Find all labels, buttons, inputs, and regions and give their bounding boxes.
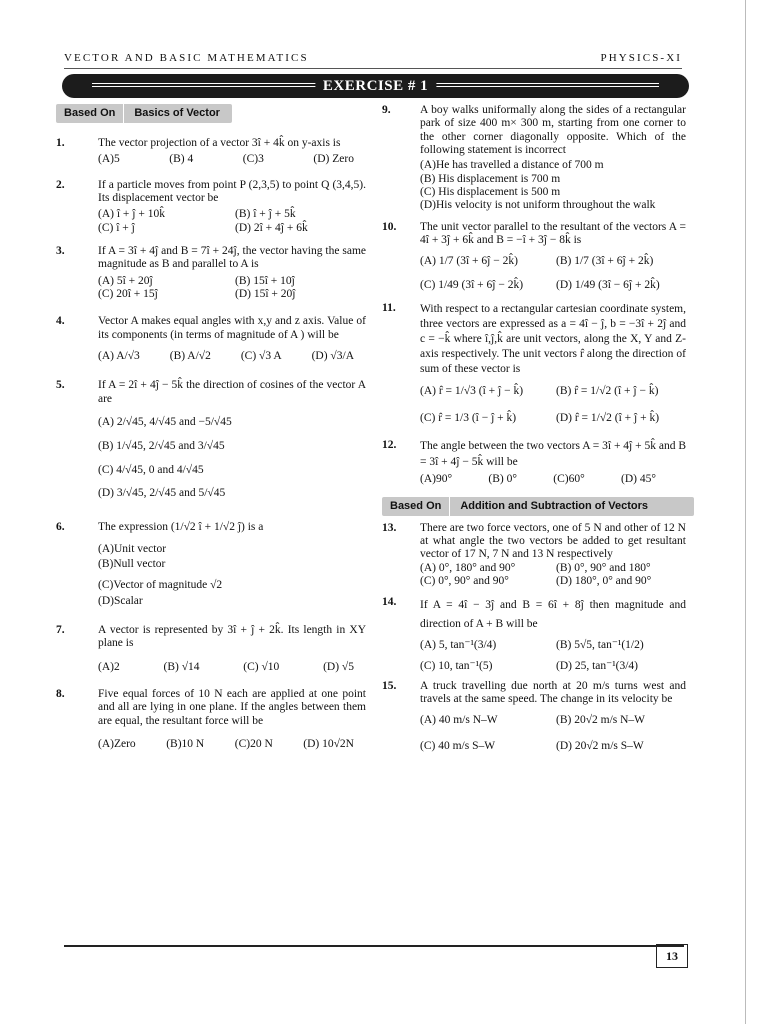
option-d: (D) Zero: [313, 153, 354, 166]
section-band-basics: [56, 104, 232, 123]
option-b: (B) 15î + 10ĵ: [235, 274, 295, 287]
question-15: [382, 680, 686, 753]
options: [420, 255, 686, 292]
question-12: [382, 439, 686, 486]
question-6: [56, 521, 366, 608]
option-c: (C) 10, tan⁻¹(5): [420, 660, 493, 673]
option-d: (D) 1/49 (3î − 6ĵ + 2k̂): [556, 278, 660, 291]
question-text: A vector is represented by 3î + ĵ + 2k̂. Its length in XY plane is: [98, 623, 366, 650]
option-b: (B) 1/7 (3î + 6ĵ + 2k̂): [556, 255, 654, 268]
exercise-banner: [62, 74, 689, 98]
question-text: There are two force vectors, one of 5 N and other of 12 N at what angle the two vectors be added to get resultant vector of 17 N, 7 N and 13 N respectively: [420, 521, 686, 561]
options: [98, 412, 366, 505]
options: [420, 159, 686, 212]
question-text: The unit vector parallel to the resultant of the vectors A = 4î + 3ĵ + 6k̂ and B = −î + 3ĵ − 8k̂ is: [420, 220, 686, 246]
question-text: A truck travelling due north at 20 m/s turns west and travels at the same speed. The change in its velocity be: [420, 679, 686, 706]
option-a: (A) î + ĵ + 10k̂: [98, 208, 165, 221]
option-d: (D) 3/√45, 2/√45 and 5/√45: [98, 487, 226, 500]
question-number: 9.: [382, 104, 391, 116]
question-number: 1.: [56, 137, 65, 149]
question-9: [382, 104, 686, 213]
question-number: 15.: [382, 679, 397, 692]
options: [420, 639, 686, 674]
option-a: (A) 5, tan⁻¹(3/4): [420, 639, 497, 652]
question-13: [382, 522, 686, 589]
question-number: 4.: [56, 315, 65, 328]
question-8: [56, 688, 366, 751]
option-b: (B) A/√2: [169, 349, 211, 362]
running-header: [64, 52, 682, 65]
option-b: (B) His displacement is 700 m: [420, 172, 561, 185]
option-a: (A) 0°, 180° and 90°: [420, 561, 516, 574]
option-c: (C) His displacement is 500 m: [420, 185, 561, 198]
question-number: 11.: [382, 301, 396, 314]
option-c: (C)3: [242, 153, 264, 166]
header-right: PHYSICS-XI: [600, 52, 682, 64]
options: [98, 661, 366, 674]
option-b: (B) 4: [169, 153, 194, 166]
options: [98, 208, 366, 235]
question-text: Vector A makes equal angles with x,y and z axis. Value of its components (in terms of magnitude of A ) will be: [98, 315, 366, 341]
option-a: (A)Unit vector: [98, 542, 167, 555]
option-a: (A) 40 m/s N–W: [420, 714, 498, 727]
option-c: (C) 0°, 90° and 90°: [420, 574, 509, 587]
option-c: (C) 4/√45, 0 and 4/√45: [98, 463, 204, 476]
question-text: The angle between the two vectors A = 3î + 4ĵ + 5k̂ and B = 3î + 4ĵ − 5k̂ will be: [420, 440, 687, 468]
left-column: [56, 104, 366, 757]
question-text: With respect to a rectangular cartesian coordinate system, three vectors are expressed as a = 4î − ĵ, b = −3î + 2ĵ and c = −k̂ where î,ĵ,k̂ are unit vectors, along the X, Y and Z-axis respectively. The unit vectors r̂ along the direction of sum of these vector is: [420, 302, 686, 375]
option-d: (D)His velocity is not uniform throughout the walk: [420, 199, 656, 212]
question-text: If A = 4î − 3ĵ and B = 6î + 8ĵ then magnitude and direction of A + B will be: [420, 599, 686, 630]
options: [98, 350, 366, 363]
option-c: (C) √3 A: [240, 349, 282, 362]
option-c: (C)20 N: [234, 737, 273, 750]
option-a: (A)He has travelled a distance of 700 m: [420, 159, 604, 172]
right-column: [382, 104, 686, 759]
question-4: [56, 315, 366, 363]
question-number: 14.: [382, 596, 397, 609]
option-b: (B) î + ĵ + 5k̂: [235, 208, 296, 221]
options: [98, 275, 366, 302]
exercise-title: EXERCISE # 1: [315, 75, 436, 97]
options: [420, 562, 686, 589]
question-2: [56, 179, 366, 235]
options: [420, 473, 686, 486]
scan-edge: [745, 0, 746, 1024]
options: [420, 385, 686, 426]
option-d: (D) 25, tan⁻¹(3/4): [556, 660, 639, 673]
section-title: Basics of Vector: [134, 107, 220, 119]
question-number: 10.: [382, 220, 397, 233]
option-b: (B) 5√5, tan⁻¹(1/2): [556, 639, 644, 652]
option-d: (D) √5: [323, 660, 354, 673]
option-c: (C) 40 m/s S–W: [420, 739, 496, 752]
options: [98, 543, 366, 608]
question-text: The expression (1/√2 î + 1/√2 ĵ) is a: [98, 521, 264, 534]
option-b: (B)Null vector: [98, 557, 166, 570]
option-a: (A) A/√3: [98, 349, 140, 362]
option-d: (D)Scalar: [98, 594, 143, 607]
question-text: If a particle moves from point P (2,3,5) to point Q (3,4,5). Its displacement vector be: [98, 178, 366, 204]
question-number: 7.: [56, 623, 65, 636]
section-band-addition: [382, 497, 694, 516]
option-b: (B) 1/√45, 2/√45 and 3/√45: [98, 439, 225, 452]
option-c: (C) 1/49 (3î + 6ĵ − 2k̂): [420, 278, 524, 291]
question-5: [56, 379, 366, 505]
question-7: [56, 624, 366, 674]
option-a: (A) r̂ = 1/√3 (î + ĵ − k̂): [420, 384, 524, 397]
question-number: 13.: [382, 521, 397, 534]
option-a: (A) 2/√45, 4/√45 and −5/√45: [98, 415, 232, 428]
option-b: (B)10 N: [166, 737, 205, 750]
question-number: 3.: [56, 244, 65, 257]
option-a: (A) 1/7 (3î + 6ĵ − 2k̂): [420, 255, 518, 268]
question-number: 6.: [56, 521, 65, 534]
option-d: (D) r̂ = 1/√2 (î + ĵ + k̂): [556, 411, 660, 424]
question-number: 2.: [56, 178, 65, 191]
footer-rule: [64, 945, 684, 947]
question-number: 12.: [382, 439, 397, 452]
option-d: (D) 2î + 4ĵ + 6k̂: [235, 221, 308, 234]
options: [98, 738, 366, 751]
option-a: (A)90°: [420, 473, 453, 486]
option-c: (C) r̂ = 1/3 (î − ĵ + k̂): [420, 411, 517, 424]
option-b: (B) r̂ = 1/√2 (î + ĵ − k̂): [556, 384, 659, 397]
question-number: 8.: [56, 687, 65, 700]
option-d: (D) 180°, 0° and 90°: [556, 574, 652, 587]
section-title: Addition and Subtraction of Vectors: [460, 499, 648, 512]
section-label: Based On: [382, 497, 450, 516]
option-d: (D) 45°: [621, 473, 656, 486]
option-c: (C) √10: [243, 660, 280, 673]
question-number: 5.: [56, 379, 65, 392]
option-c: (C)60°: [553, 473, 585, 486]
section-label: Based On: [56, 104, 124, 123]
question-1: [56, 137, 366, 167]
option-c: (C)Vector of magnitude √2: [98, 579, 223, 592]
option-c: (C) 20î + 15ĵ: [98, 287, 158, 300]
header-rule: [64, 68, 682, 69]
question-text: A boy walks uniformally along the sides of a rectangular park of size 400 m× 300 m, starting from one corner to the other corner diagonally opposite. Which of the following statement is incorrect: [420, 104, 686, 156]
option-c: (C) î + ĵ: [98, 221, 135, 234]
question-text: Five equal forces of 10 N each are applied at one point and all are lying in one plane. If the angles between them are equal, the resultant force will be: [98, 687, 366, 727]
options: [98, 153, 366, 166]
question-text: The vector projection of a vector 3î + 4k̂ on y-axis is: [98, 137, 341, 149]
option-a: (A)5: [98, 153, 120, 166]
option-b: (B) 0°, 90° and 180°: [556, 561, 651, 574]
option-a: (A) 5î + 20ĵ: [98, 274, 153, 287]
option-b: (B) 0°: [488, 473, 517, 486]
option-b: (B) 20√2 m/s N–W: [556, 714, 646, 727]
question-text: If A = 3î + 4ĵ and B = 7î + 24ĵ, the vector having the same magnitude as B and parallel to A is: [98, 244, 366, 271]
question-text: If A = 2î + 4ĵ − 5k̂ the direction of cosines of the vector A are: [98, 379, 366, 405]
header-left: VECTOR AND BASIC MATHEMATICS: [64, 52, 309, 64]
option-d: (D) √3/A: [311, 349, 354, 362]
page-number: 13: [656, 944, 688, 968]
question-3: [56, 245, 366, 301]
option-b: (B) √14: [163, 660, 200, 673]
option-d: (D) 20√2 m/s S–W: [556, 739, 644, 752]
option-a: (A)Zero: [98, 737, 136, 750]
options: [420, 714, 686, 753]
question-14: [382, 596, 686, 673]
question-10: [382, 221, 686, 292]
question-11: [382, 302, 686, 425]
option-d: (D) 10√2N: [303, 737, 354, 750]
option-a: (A)2: [98, 660, 120, 673]
option-d: (D) 15î + 20ĵ: [235, 287, 296, 300]
